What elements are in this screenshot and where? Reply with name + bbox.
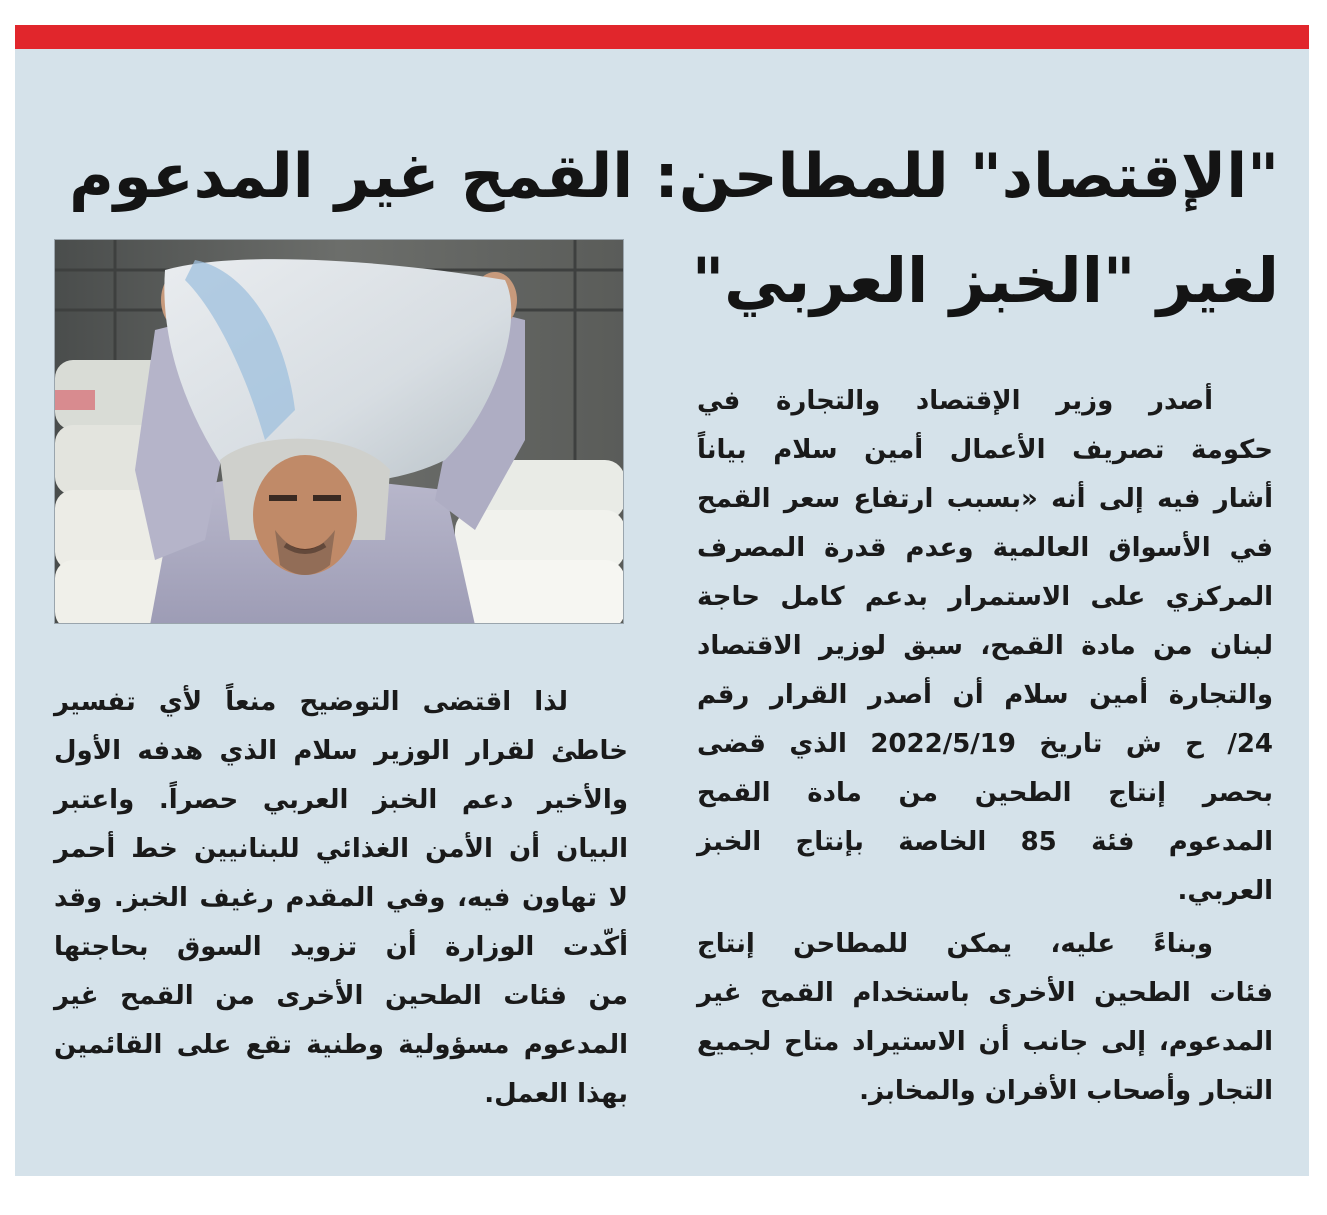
- text-line: فئات الطحين الأخرى باستخدام القمح غير: [697, 978, 1273, 1008]
- text-line: بهذا العمل.: [484, 1079, 628, 1109]
- photo-worker-carrying-flour-sack: [55, 240, 624, 624]
- text-line: لبنان من مادة القمح، سبق لوزير الاقتصاد: [697, 631, 1273, 661]
- text-line: المدعوم فئة 85 الخاصة بإنتاج الخبز: [697, 827, 1274, 857]
- text-line: لا تهاون فيه، وفي المقدم رغيف الخبز. وقد: [54, 883, 628, 913]
- headline-line-2: لغير "الخبز العربي": [691, 244, 1279, 317]
- text-line: من فئات الطحين الأخرى من القمح غير: [54, 981, 628, 1011]
- text-line: بحصر إنتاج الطحين من مادة القمح: [697, 778, 1273, 808]
- article-photo: [54, 239, 624, 624]
- text-line: أشار فيه إلى أنه «بسبب ارتفاع سعر القمح: [697, 484, 1273, 514]
- text-line: البيان أن الأمن الغذائي للبنانيين خط أحمر: [54, 834, 628, 864]
- text-line: العربي.: [1177, 876, 1273, 906]
- text-line: أصدر وزير الإقتصاد والتجارة في: [697, 386, 1213, 416]
- text-line: والتجارة أمين سلام أن أصدر القرار رقم: [697, 680, 1273, 710]
- article-column-left: [54, 678, 628, 1119]
- text-line: في الأسواق العالمية وعدم قدرة المصرف: [697, 533, 1273, 563]
- text-line: خاطئ لقرار الوزير سلام الذي هدفه الأول: [54, 736, 628, 766]
- text-line: لذا اقتضى التوضيح منعاً لأي تفسير: [54, 687, 568, 717]
- text-line: وبناءً عليه، يمكن للمطاحن إنتاج: [697, 929, 1213, 959]
- text-line: 24/ ح ش تاريخ 2022/5/19 الذي قضى: [697, 729, 1274, 759]
- text-line: التجار وأصحاب الأفران والمخابز.: [859, 1076, 1273, 1106]
- article-column-right: [697, 377, 1273, 1116]
- red-accent-bar: [15, 25, 1309, 49]
- article-panel: [15, 25, 1309, 1176]
- text-line: المدعوم مسؤولية وطنية تقع على القائمين: [54, 1030, 628, 1060]
- text-line: المدعوم، إلى جانب أن الاستيراد متاح لجميع: [697, 1027, 1273, 1057]
- headline-line-1: "الإقتصاد" للمطاحن: القمح غير المدعوم: [69, 141, 1279, 212]
- text-line: أكّدت الوزارة أن تزويد السوق بحاجتها: [54, 932, 628, 962]
- text-line: والأخير دعم الخبز العربي حصراً. واعتبر: [54, 785, 628, 815]
- text-line: حكومة تصريف الأعمال أمين سلام بياناً: [697, 435, 1273, 465]
- text-line: المركزي على الاستمرار بدعم كامل حاجة: [697, 582, 1273, 612]
